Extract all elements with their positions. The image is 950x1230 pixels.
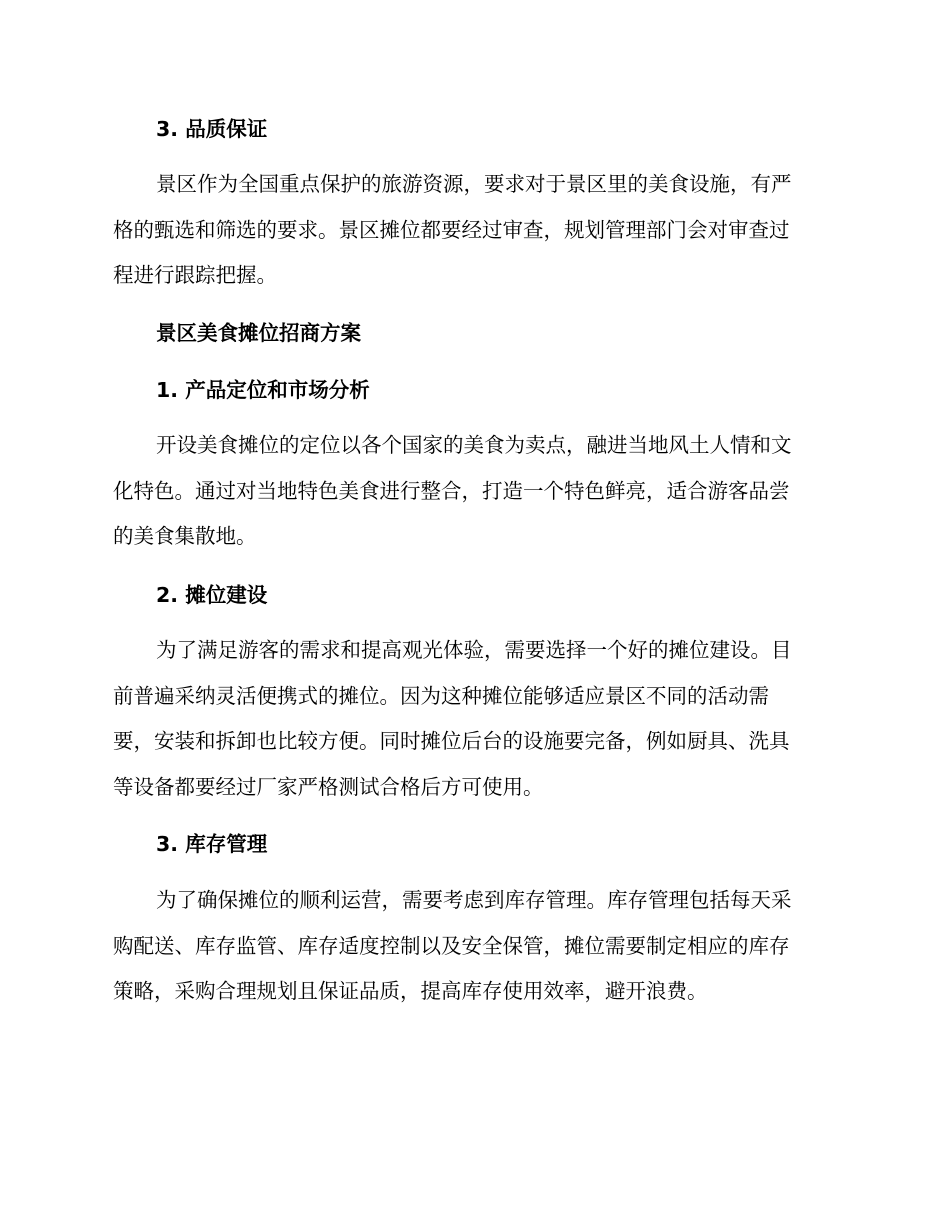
paragraph-line: 化特色。通过对当地特色美食进行整合，打造一个特色鲜亮，适合游客品尝 xyxy=(113,478,790,503)
section-heading-quality-assurance: 3. 品质保证 xyxy=(156,117,268,141)
document-title: 景区美食摊位招商方案 xyxy=(156,321,361,345)
paragraph-line: 景区作为全国重点保护的旅游资源，要求对于景区里的美食设施，有严 xyxy=(156,172,792,196)
paragraph-line: 前普遍采纳灵活便携式的摊位。因为这种摊位能够适应景区不同的活动需 xyxy=(113,683,769,708)
section-heading-stall-construction: 2. 摊位建设 xyxy=(156,583,268,607)
paragraph-line: 的美食集散地。 xyxy=(113,524,257,548)
section-heading-inventory-management: 3. 库存管理 xyxy=(156,832,268,856)
paragraph-line: 为了确保摊位的顺利运营，需要考虑到库存管理。库存管理包括每天采 xyxy=(156,888,792,912)
paragraph-product-positioning xyxy=(113,423,833,560)
section-heading-product-positioning: 1. 产品定位和市场分析 xyxy=(156,378,370,402)
paragraph-line: 开设美食摊位的定位以各个国家的美食为卖点，融进当地风土人情和文 xyxy=(156,433,792,457)
paragraph-line: 要，安装和拆卸也比较方便。同时摊位后台的设施要完备，例如厨具、洗具 xyxy=(113,729,790,753)
paragraph-quality-assurance xyxy=(113,162,833,299)
paragraph-line: 为了满足游客的需求和提高观光体验，需要选择一个好的摊位建设。目 xyxy=(156,638,792,662)
paragraph-line: 购配送、库存监管、库存适度控制以及安全保管，摊位需要制定相应的库存 xyxy=(113,933,790,958)
paragraph-line: 等设备都要经过厂家严格测试合格后方可使用。 xyxy=(113,774,544,799)
paragraph-inventory-management xyxy=(113,878,833,1015)
paragraph-line: 程进行跟踪把握。 xyxy=(113,263,277,287)
paragraph-stall-construction xyxy=(113,628,833,810)
paragraph-line: 策略，采购合理规划且保证品质，提高库存使用效率，避开浪费。 xyxy=(113,979,708,1003)
paragraph-line: 格的甄选和筛选的要求。景区摊位都要经过审查，规划管理部门会对审查过 xyxy=(113,217,790,242)
